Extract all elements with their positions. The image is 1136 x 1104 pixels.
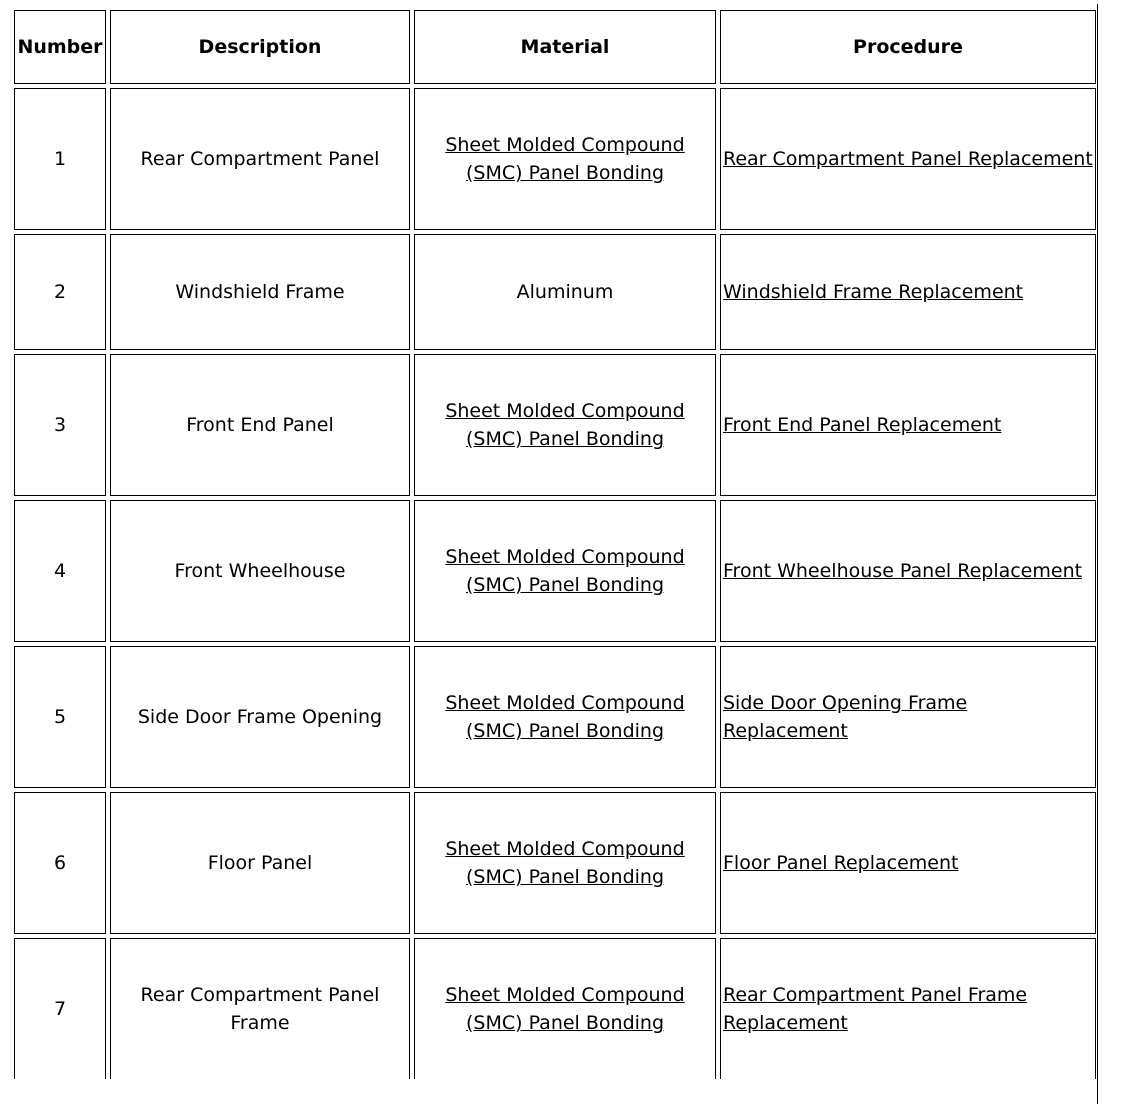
row-number: 4 — [14, 500, 106, 642]
procedure-link-line1: Rear Compartment Panel Frame — [723, 984, 1028, 1006]
header-row — [14, 10, 1096, 84]
row-material: Aluminum — [414, 234, 716, 350]
material-link[interactable] — [445, 134, 684, 184]
row-material — [414, 88, 716, 230]
row-description: Rear Compartment Panel — [110, 88, 410, 230]
material-link[interactable] — [445, 984, 684, 1034]
table-row — [14, 234, 1096, 350]
material-link-line1: Sheet Molded Compound — [445, 134, 685, 156]
header-material: Material — [414, 10, 716, 84]
material-link[interactable] — [445, 692, 684, 742]
row-procedure — [720, 646, 1096, 788]
header-procedure: Procedure — [720, 10, 1096, 84]
row-material — [414, 938, 716, 1079]
header-number: Number — [14, 10, 106, 84]
procedure-link-line2: Replacement — [723, 1012, 848, 1034]
material-link[interactable] — [445, 400, 684, 450]
row-description: Rear Compartment Panel Frame — [110, 938, 410, 1079]
row-number: 5 — [14, 646, 106, 788]
row-procedure — [720, 500, 1096, 642]
row-description: Front End Panel — [110, 354, 410, 496]
material-link-line2: (SMC) Panel Bonding — [465, 162, 665, 184]
procedure-link[interactable]: Windshield Frame Replacement — [723, 281, 1024, 303]
row-description: Front Wheelhouse — [110, 500, 410, 642]
row-material — [414, 354, 716, 496]
row-material — [414, 500, 716, 642]
table-row — [14, 500, 1096, 642]
material-link-line2: (SMC) Panel Bonding — [465, 574, 665, 596]
material-link-line2: (SMC) Panel Bonding — [465, 428, 665, 450]
procedure-link[interactable]: Front End Panel Replacement — [723, 414, 1002, 436]
table-row — [14, 88, 1096, 230]
material-link[interactable] — [445, 838, 684, 888]
row-description: Side Door Frame Opening — [110, 646, 410, 788]
material-link[interactable] — [445, 546, 684, 596]
row-number: 6 — [14, 792, 106, 934]
procedure-link[interactable]: Rear Compartment Panel Replacement — [723, 148, 1093, 170]
parts-table — [10, 6, 1100, 1083]
row-number: 1 — [14, 88, 106, 230]
header-description: Description — [110, 10, 410, 84]
row-number: 2 — [14, 234, 106, 350]
material-link-line1: Sheet Molded Compound — [445, 984, 685, 1006]
table-row — [14, 646, 1096, 788]
row-description: Floor Panel — [110, 792, 410, 934]
table-row — [14, 354, 1096, 496]
row-material — [414, 792, 716, 934]
material-link-line2: (SMC) Panel Bonding — [465, 720, 665, 742]
material-link-line1: Sheet Molded Compound — [445, 546, 685, 568]
row-number: 3 — [14, 354, 106, 496]
row-procedure — [720, 88, 1096, 230]
material-link-line2: (SMC) Panel Bonding — [465, 1012, 665, 1034]
procedure-link[interactable]: Floor Panel Replacement — [723, 852, 959, 874]
row-procedure — [720, 938, 1096, 1079]
material-link-line1: Sheet Molded Compound — [445, 400, 685, 422]
row-number: 7 — [14, 938, 106, 1079]
procedure-link[interactable]: Side Door Opening Frame Replacement — [723, 692, 968, 742]
table-row — [14, 938, 1096, 1079]
material-link-line1: Sheet Molded Compound — [445, 692, 685, 714]
page-right-border — [1097, 4, 1098, 1104]
procedure-link[interactable] — [723, 984, 1027, 1034]
procedure-link[interactable]: Front Wheelhouse Panel Replacement — [723, 560, 1083, 582]
row-procedure — [720, 234, 1096, 350]
material-link-line2: (SMC) Panel Bonding — [465, 866, 665, 888]
material-link-line1: Sheet Molded Compound — [445, 838, 685, 860]
row-procedure — [720, 792, 1096, 934]
row-material — [414, 646, 716, 788]
row-description: Windshield Frame — [110, 234, 410, 350]
table-row — [14, 792, 1096, 934]
row-procedure — [720, 354, 1096, 496]
